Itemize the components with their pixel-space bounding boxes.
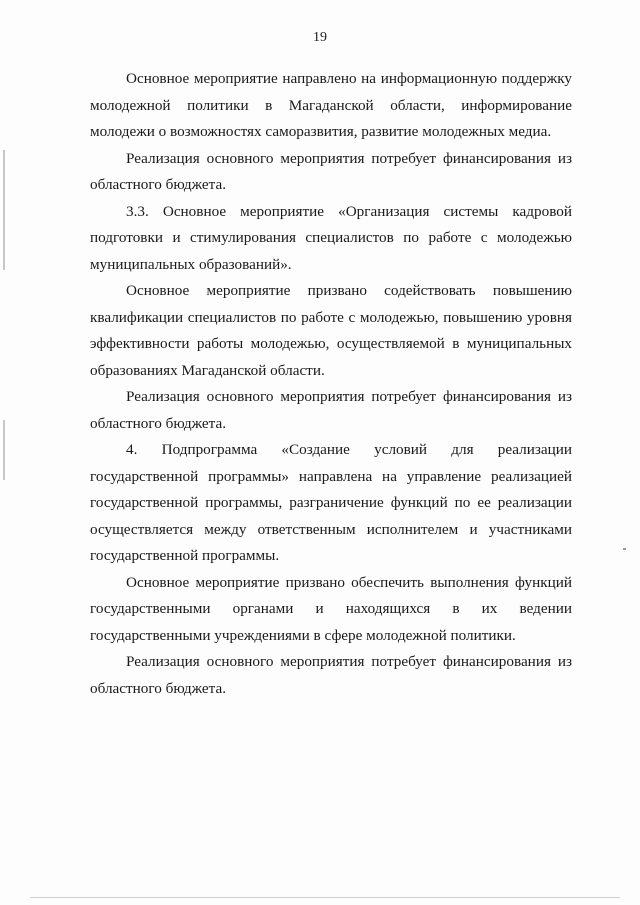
scan-edge-mark	[3, 150, 5, 270]
paragraph-subprogram-4: 4. Подпрограмма «Создание условий для реализации государственной программы» направлена на управление реализацией государственной программы, разграничение функций по ее реализации осуществляется между ответственным исполнителем и участниками государственной программы.	[90, 441, 572, 564]
scan-bottom-edge	[30, 897, 620, 898]
paragraph-funding-2: Реализация основного мероприятия потребует финансирования из областного бюджета.	[90, 388, 572, 432]
paragraph-state-functions: Основное мероприятие призвано обеспечить выполнения функций государственными органами и находящихся в их ведении государственными учреждениями в сфере молодежной политики.	[90, 573, 572, 644]
paragraph-funding-1: Реализация основного мероприятия потребует финансирования из областного бюджета.	[90, 149, 572, 193]
paragraph-qualification: Основное мероприятие призвано содействовать повышению квалификации специалистов по работе с молодежью, повышению уровня эффективности работы молодежью, осуществляемой в муниципальных образованиях Магаданской области.	[90, 282, 572, 379]
page-number: 19	[313, 30, 327, 45]
paragraph-funding-3: Реализация основного мероприятия потребует финансирования из областного бюджета.	[90, 653, 572, 697]
body-text	[90, 66, 572, 702]
paragraph-info-support: Основное мероприятие направлено на информационную поддержку молодежной политики в Магаданской области, информирование молодежи о возможностях саморазвития, развитие молодежных медиа.	[90, 70, 572, 140]
scan-edge-mark	[3, 420, 5, 480]
scan-dot-mark	[623, 548, 626, 550]
paragraph-activity-3-3: 3.3. Основное мероприятие «Организация системы кадровой подготовки и стимулирования специалистов по работе с молодежью муниципальных образований».	[90, 202, 572, 273]
